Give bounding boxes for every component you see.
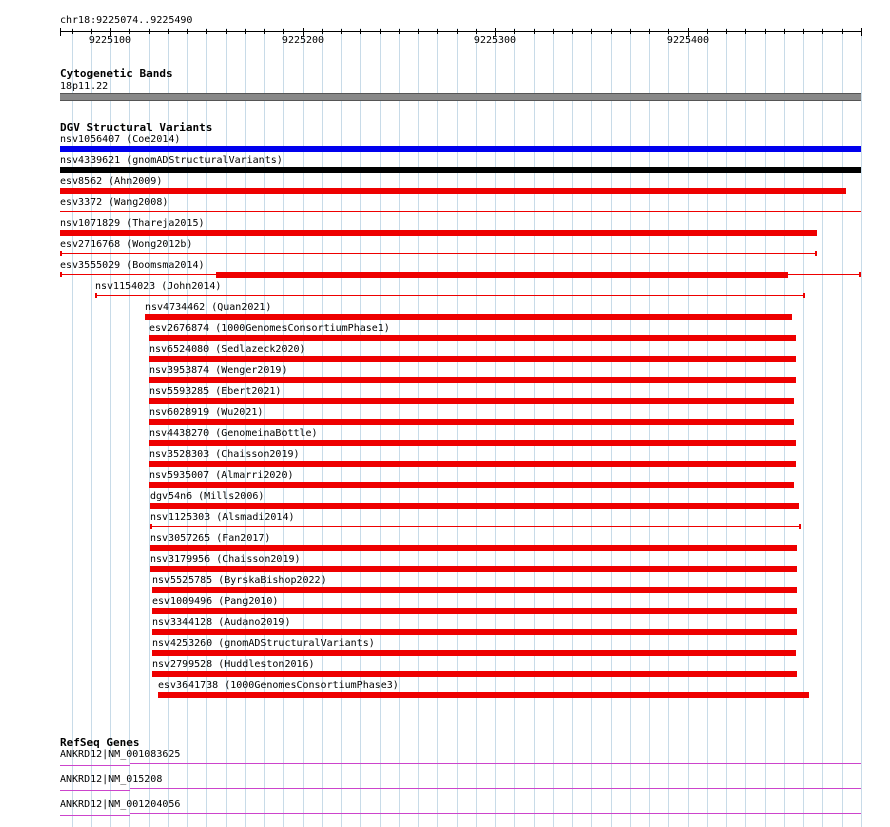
dgv-feature-cap <box>803 293 805 298</box>
dgv-feature-label: nsv4253260 (gnomADStructuralVariants) <box>152 638 375 649</box>
dgv-feature-bar[interactable] <box>145 314 792 320</box>
refseq-gene-line[interactable] <box>60 765 130 766</box>
dgv-feature-bar[interactable] <box>158 692 809 698</box>
dgv-feature-bar[interactable] <box>152 629 797 635</box>
dgv-feature-label: nsv3953874 (Wenger2019) <box>149 365 288 376</box>
dgv-feature-bar[interactable] <box>149 461 796 467</box>
refseq-gene-line[interactable] <box>60 815 130 816</box>
dgv-feature-bar[interactable] <box>60 230 817 236</box>
refseq-gene-label: ANKRD12|NM_001083625 <box>60 749 181 760</box>
dgv-feature-bar[interactable] <box>149 482 794 488</box>
refseq-gene-label: ANKRD12|NM_015208 <box>60 774 163 785</box>
dgv-feature-bar[interactable] <box>152 650 796 656</box>
dgv-feature-bar[interactable] <box>150 503 799 509</box>
dgv-feature-bar[interactable] <box>150 566 797 572</box>
cytoband-track-title: Cytogenetic Bands <box>60 67 173 80</box>
dgv-feature-bar[interactable] <box>95 295 805 296</box>
dgv-feature-label: esv3641738 (1000GenomesConsortiumPhase3) <box>158 680 399 691</box>
dgv-feature-label: esv8562 (Ahn2009) <box>60 176 163 187</box>
ruler-position-label: chr18:9225074..9225490 <box>60 15 193 26</box>
dgv-feature-label: nsv5935007 (Almarri2020) <box>149 470 294 481</box>
dgv-feature-cap <box>150 524 152 529</box>
dgv-feature-label: nsv3057265 (Fan2017) <box>150 533 271 544</box>
dgv-feature-label: esv3555029 (Boomsma2014) <box>60 260 205 271</box>
dgv-feature-label: esv2716768 (Wong2012b) <box>60 239 193 250</box>
dgv-feature-bar[interactable] <box>60 167 861 173</box>
dgv-feature-bar[interactable] <box>149 335 796 341</box>
ruler-tick-label: 9225100 <box>88 35 132 46</box>
dgv-feature-label: esv3372 (Wang2008) <box>60 197 169 208</box>
dgv-feature-label: nsv2799528 (Huddleston2016) <box>152 659 315 670</box>
dgv-feature-label: nsv3344128 (Audano2019) <box>152 617 291 628</box>
dgv-feature-label: nsv3528303 (Chaisson2019) <box>149 449 300 460</box>
dgv-feature-label: esv2676874 (1000GenomesConsortiumPhase1) <box>149 323 390 334</box>
dgv-feature-bar[interactable] <box>149 377 796 383</box>
dgv-feature-label: nsv1071829 (Thareja2015) <box>60 218 205 229</box>
dgv-feature-bar[interactable] <box>60 188 846 194</box>
dgv-feature-bar[interactable] <box>152 671 797 677</box>
dgv-feature-cap <box>60 272 62 277</box>
dgv-feature-label: nsv6524080 (Sedlazeck2020) <box>149 344 306 355</box>
dgv-feature-label: dgv54n6 (Mills2006) <box>150 491 265 502</box>
dgv-feature-label: esv1009496 (Pang2010) <box>152 596 279 607</box>
refseq-gene-label: ANKRD12|NM_001204056 <box>60 799 181 810</box>
refseq-gene-line[interactable] <box>130 763 861 764</box>
dgv-feature-bar[interactable] <box>150 545 797 551</box>
refseq-gene-line[interactable] <box>60 790 130 791</box>
dgv-feature-label: nsv1125303 (Alsmadi2014) <box>150 512 295 523</box>
dgv-feature-bar[interactable] <box>149 440 796 446</box>
dgv-feature-label: nsv3179956 (Chaisson2019) <box>150 554 301 565</box>
refseq-track-title: RefSeq Genes <box>60 736 140 749</box>
dgv-feature-cap <box>60 251 62 256</box>
dgv-feature-bar[interactable] <box>152 587 797 593</box>
dgv-feature-bar[interactable] <box>60 211 861 212</box>
dgv-feature-bar[interactable] <box>60 253 817 254</box>
dgv-feature-cap <box>815 251 817 256</box>
dgv-feature-bar[interactable] <box>149 419 794 425</box>
refseq-gene-line[interactable] <box>130 813 861 814</box>
dgv-feature-label: nsv4339621 (gnomADStructuralVariants) <box>60 155 283 166</box>
dgv-feature-label: nsv5525785 (ByrskaBishop2022) <box>152 575 327 586</box>
ruler-tick-label: 9225400 <box>666 35 710 46</box>
dgv-feature-cap <box>859 272 861 277</box>
dgv-feature-bar[interactable] <box>60 146 861 152</box>
dgv-feature-cap <box>799 524 801 529</box>
dgv-feature-label: nsv1056407 (Coe2014) <box>60 134 181 145</box>
dgv-feature-cap <box>95 293 97 298</box>
dgv-feature-bar[interactable] <box>152 608 797 614</box>
dgv-feature-bar-thick[interactable] <box>216 272 788 278</box>
dgv-feature-label: nsv4438270 (GenomeinaBottle) <box>149 428 318 439</box>
dgv-feature-bar[interactable] <box>149 356 796 362</box>
cytoband-label: 18p11.22 <box>60 81 109 92</box>
dgv-feature-label: nsv1154023 (John2014) <box>95 281 222 292</box>
dgv-track-title: DGV Structural Variants <box>60 121 213 134</box>
dgv-feature-label: nsv4734462 (Quan2021) <box>145 302 272 313</box>
dgv-feature-bar[interactable] <box>150 526 801 527</box>
refseq-gene-line[interactable] <box>130 788 861 789</box>
dgv-feature-label: nsv6028919 (Wu2021) <box>149 407 264 418</box>
ruler-tick-label: 9225200 <box>281 35 325 46</box>
dgv-feature-label: nsv5593285 (Ebert2021) <box>149 386 282 397</box>
dgv-feature-bar[interactable] <box>149 398 794 404</box>
ruler-tick-label: 9225300 <box>473 35 517 46</box>
